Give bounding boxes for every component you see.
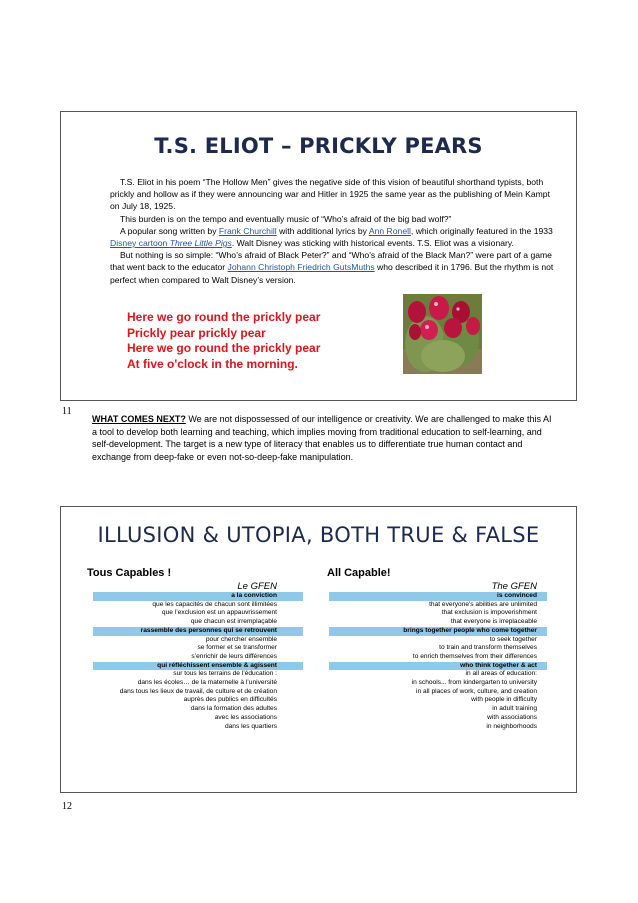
text-line: dans tous les lieux de travail, de culture et de création (119, 687, 277, 695)
text-line: s’enrichir de leurs différences (191, 652, 277, 660)
text-line: to enrich themselves from their differences (412, 652, 537, 660)
text-line: in schools... from kindergarten to university (411, 679, 537, 687)
what-comes-next-paragraph: WHAT COMES NEXT? We are not dispossessed of our intelligence or creativity. We are challenged to make this AI a tool to develop both learning and teaching, which implies moving from traditional education to self-learning, and self-development. The target is a new type of literacy that enables us to differentiate true human contact and exchange from deep-fake or even not-so-deep-fake manipulation. (92, 414, 552, 462)
text-line: que les capacités de chacun sont illimitées (152, 600, 277, 608)
french-column (87, 567, 303, 731)
text-line: with people in difficulty (471, 696, 537, 704)
text-line: that exclusion is impoverishment (441, 609, 537, 617)
lyric-line: Here we go round the prickly pear (127, 310, 321, 324)
column-heading: All Capable! (327, 567, 391, 579)
text-line: sur tous les terrains de l’éducation : (173, 670, 277, 678)
link-frank-churchill[interactable]: Frank Churchill (218, 225, 277, 236)
text-line: in adult training (492, 705, 537, 713)
text-line: que chacun est irremplaçable (190, 618, 277, 626)
link-disney-cartoon[interactable]: Disney cartoon Three Little Pigs (110, 238, 232, 249)
paragraph-black-peter: But nothing is so simple: “Who’s afraid of Black Peter?” and “Who’s afraid of the Black Man?” were part of a game that went back to the educator Johann Christoph Friedrich GutsMuths who described it in 1796. But the rhythm is not perfect when compared to Walt Disney’s version. (110, 250, 554, 285)
column-lines (87, 592, 303, 731)
slide-illusion-utopia (60, 506, 577, 793)
text-line: dans les écoles… de la maternelle à l’université (137, 679, 277, 687)
english-column (327, 567, 547, 731)
highlighted-line: who think together & act (329, 662, 547, 671)
link-ann-ronell[interactable]: Ann Ronell (368, 225, 411, 236)
text-line: that everyone's abilities are unlimited (429, 600, 537, 608)
lyric-line: Here we go round the prickly pear (127, 341, 321, 356)
slide-body-text (110, 176, 560, 286)
song-lyrics (127, 310, 320, 372)
lyric-line: At five o'clock in the morning. (127, 356, 298, 371)
highlighted-line: rassemble des personnes qui se retrouvent (93, 627, 303, 636)
link-gutsmuths[interactable]: Johann Christoph Friedrich GutsMuths (227, 262, 375, 273)
text-line: in all areas of education: (465, 670, 537, 678)
text-line: se former et se transformer (197, 644, 277, 652)
highlighted-line: is convinced (329, 592, 547, 601)
page-number: 11 (62, 406, 72, 417)
column-subheading: The GFEN (491, 581, 537, 592)
text-line: pour chercher ensemble (205, 635, 277, 643)
text-line: dans la formation des adultes (190, 705, 277, 713)
text-line: in all places of work, culture, and creation (416, 687, 537, 695)
text-line: that everyone is irreplaceable (450, 618, 537, 626)
text-line: with associations (487, 713, 537, 721)
what-comes-next-heading: WHAT COMES NEXT? (92, 414, 186, 424)
text-line: to train and transform themselves (439, 644, 537, 652)
text-line: dans les quartiers (224, 722, 277, 730)
slide-title: ILLUSION & UTOPIA, BOTH TRUE & FALSE (97, 523, 540, 547)
column-heading: Tous Capables ! (87, 567, 172, 579)
highlighted-line: qui réfléchissent ensemble & agissent (93, 662, 303, 671)
text-line: que l’exclusion est un appauvrissement (161, 609, 277, 617)
paragraph-popular-song: A popular song written by Frank Churchill with additional lyrics by Ann Ronell, which originally featured in the 1933 Disney cartoon Three Little Pigs. Walt Disney was sticking with historical events. T.S. Eliot was a visionary. (110, 225, 553, 249)
text-line: to seek together (489, 635, 537, 643)
prickly-pear-photo (403, 294, 482, 374)
slide-title: T.S. ELIOT – PRICKLY PEARS (154, 134, 483, 158)
slide-prickly-pears (60, 111, 577, 401)
column-subheading: Le GFEN (237, 581, 277, 592)
page-number: 12 (62, 801, 72, 812)
lyric-line: Prickly pear prickly pear (127, 325, 266, 340)
text-line: auprès des publics en difficultés (183, 696, 277, 704)
text-line: in neighborhoods (486, 722, 537, 730)
column-lines (327, 592, 547, 731)
paragraph-hollow-men: T.S. Eliot in his poem “The Hollow Men” gives the negative side of this vision of beautiful shorthand typists, both prickly and hollow as if they were announcing war and Hitler in 1925 the same year as the publishing of Mein Kampt on July 18, 1925. (110, 177, 550, 212)
text-line: avec les associations (214, 713, 277, 721)
paragraph-burden: This burden is on the tempo and eventually music of “Who’s afraid of the big bad wolf?” (120, 213, 452, 224)
highlighted-line: brings together people who come together (329, 627, 547, 636)
highlighted-line: a la conviction (93, 592, 303, 601)
